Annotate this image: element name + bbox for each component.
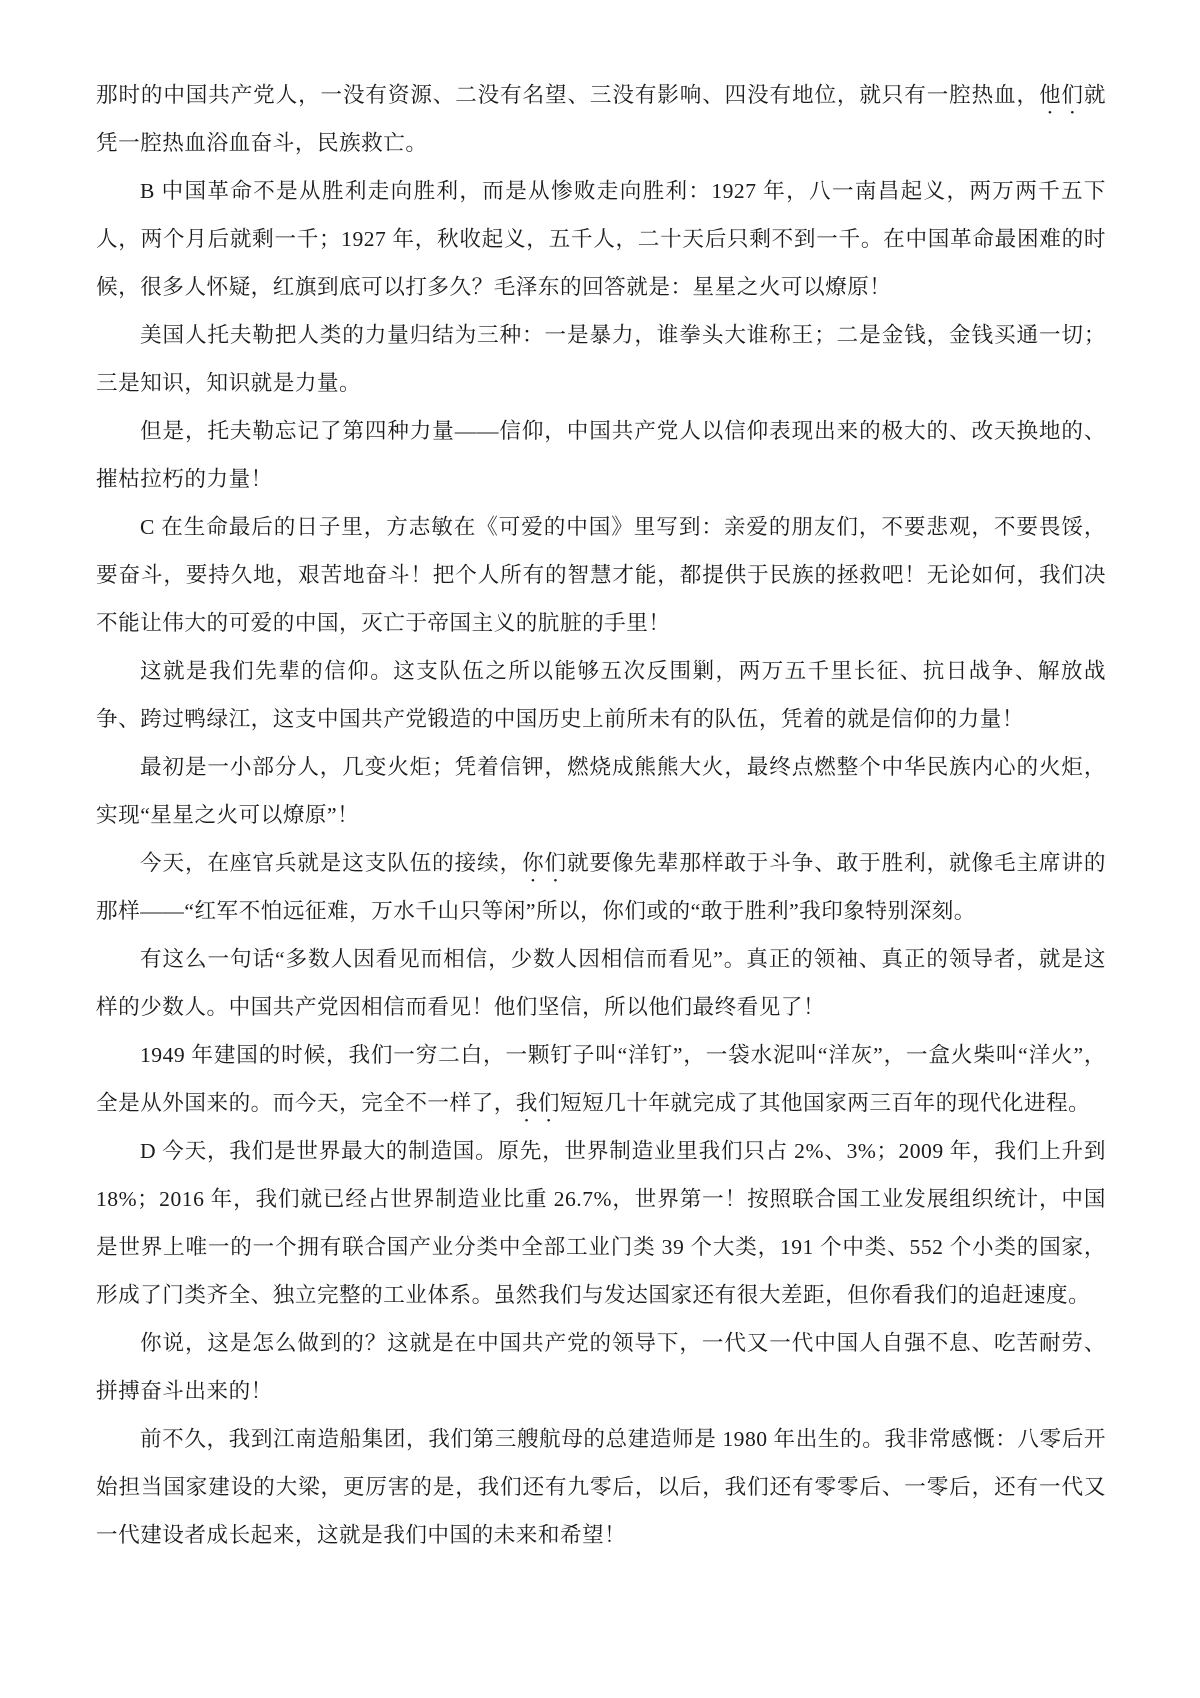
text-run: 今天，在座官兵就是这支队伍的接续，	[140, 851, 523, 875]
paragraph	[96, 647, 1106, 743]
paragraph	[96, 1319, 1106, 1415]
emphasized-text: 他们	[1038, 83, 1084, 107]
paragraph	[96, 407, 1106, 503]
text-run: 有这么一句话“多数人因看见而相信，少数人因相信而看见”。真正的领袖、真正的领导者，就是这样的少数人。中国共产党因相信而看见！他们坚信，所以他们最终看见了！	[96, 947, 1106, 1019]
text-run: B 中国革命不是从胜利走向胜利，而是从惨败走向胜利：1927 年，八一南昌起义，两万两千五下人，两个月后就剩一千；1927 年，秋收起义，五千人，二十天后只剩不到一千。在中国革命最困难的时候，很多人怀疑，红旗到底可以打多久？毛泽东的回答就是：星星之火可以燎原！	[96, 179, 1106, 299]
paragraph	[96, 167, 1106, 311]
paragraph	[96, 1031, 1106, 1127]
paragraph	[96, 839, 1106, 935]
emphasized-text: 我们	[515, 1091, 560, 1115]
text-run: 但是，托夫勒忘记了第四种力量——信仰，中国共产党人以信仰表现出来的极大的、改天换地的、摧枯拉朽的力量！	[96, 419, 1106, 491]
paragraph	[96, 71, 1106, 167]
paragraph	[96, 311, 1106, 407]
text-run: 那时的中国共产党人，一没有资源、二没有名望、三没有影响、四没有地位，就只有一腔热血，	[96, 83, 1039, 107]
paragraph	[96, 743, 1106, 839]
emphasized-text: 你们	[522, 851, 567, 875]
text-run: 1949 年建国的时候，我们一穷二白，一颗钉子叫“洋钉”，一袋水泥叫“洋灰”，一盒火柴叫“洋火”，全是从外国来的。而今天，完全不一样了，	[96, 1043, 1106, 1115]
text-run: C 在生命最后的日子里，方志敏在《可爱的中国》里写到：亲爱的朋友们，不要悲观，不要畏馁，要奋斗，要持久地，艰苦地奋斗！把个人所有的智慧才能，都提供于民族的拯救吧！无论如何，我们决不能让伟大的可爱的中国，灭亡于帝国主义的肮脏的手里！	[96, 515, 1106, 635]
text-run: 你说，这是怎么做到的？这就是在中国共产党的领导下，一代又一代中国人自强不息、吃苦耐劳、拼搏奋斗出来的！	[96, 1331, 1106, 1403]
text-run: 美国人托夫勒把人类的力量归结为三种：一是暴力，谁拳头大谁称王；二是金钱，金钱买通一切；三是知识，知识就是力量。	[96, 323, 1106, 395]
paragraph	[96, 1127, 1106, 1319]
text-run: D 今天，我们是世界最大的制造国。原先，世界制造业里我们只占 2%、3%；2009 年，我们上升到 18%；2016 年，我们就已经占世界制造业比重 26.7%，世界第一！按照联合国工业发展组织统计，中国是世界上唯一的一个拥有联合国产业分类中全部工业门类 39 个大类，191 个中类、552 个小类的国家，形成了门类齐全、独立完整的工业体系。虽然我们与发达国家还有很大差距，但你看我们的追赶速度。	[96, 1139, 1106, 1307]
text-run: 短短几十年就完成了其他国家两三百年的现代化进程。	[560, 1091, 1091, 1115]
text-run: 就凭一腔热血浴血奋斗，民族救亡。	[96, 83, 1106, 155]
text-run: 最初是一小部分人，几变火炬；凭着信钾，燃烧成熊熊大火，最终点燃整个中华民族内心的火炬，实现“星星之火可以燎原”！	[96, 755, 1106, 827]
text-run: 这就是我们先辈的信仰。这支队伍之所以能够五次反围剿，两万五千里长征、抗日战争、解放战争、跨过鸭绿江，这支中国共产党锻造的中国历史上前所未有的队伍，凭着的就是信仰的力量！	[96, 659, 1106, 731]
text-run: 前不久，我到江南造船集团，我们第三艘航母的总建造师是 1980 年出生的。我非常感慨：八零后开始担当国家建设的大梁，更厉害的是，我们还有九零后，以后，我们还有零零后、一零后，还有一代又一代建设者成长起来，这就是我们中国的未来和希望！	[96, 1427, 1106, 1547]
paragraph	[96, 935, 1106, 1031]
document-body	[96, 71, 1106, 1559]
paragraph	[96, 503, 1106, 647]
paragraph	[96, 1415, 1106, 1559]
text-run: 就要像先辈那样敢于斗争、敢于胜利，就像毛主席讲的那样——“红军不怕远征难，万水千山只等闲”所以，你们或的“敢于胜利”我印象特别深刻。	[96, 851, 1106, 923]
